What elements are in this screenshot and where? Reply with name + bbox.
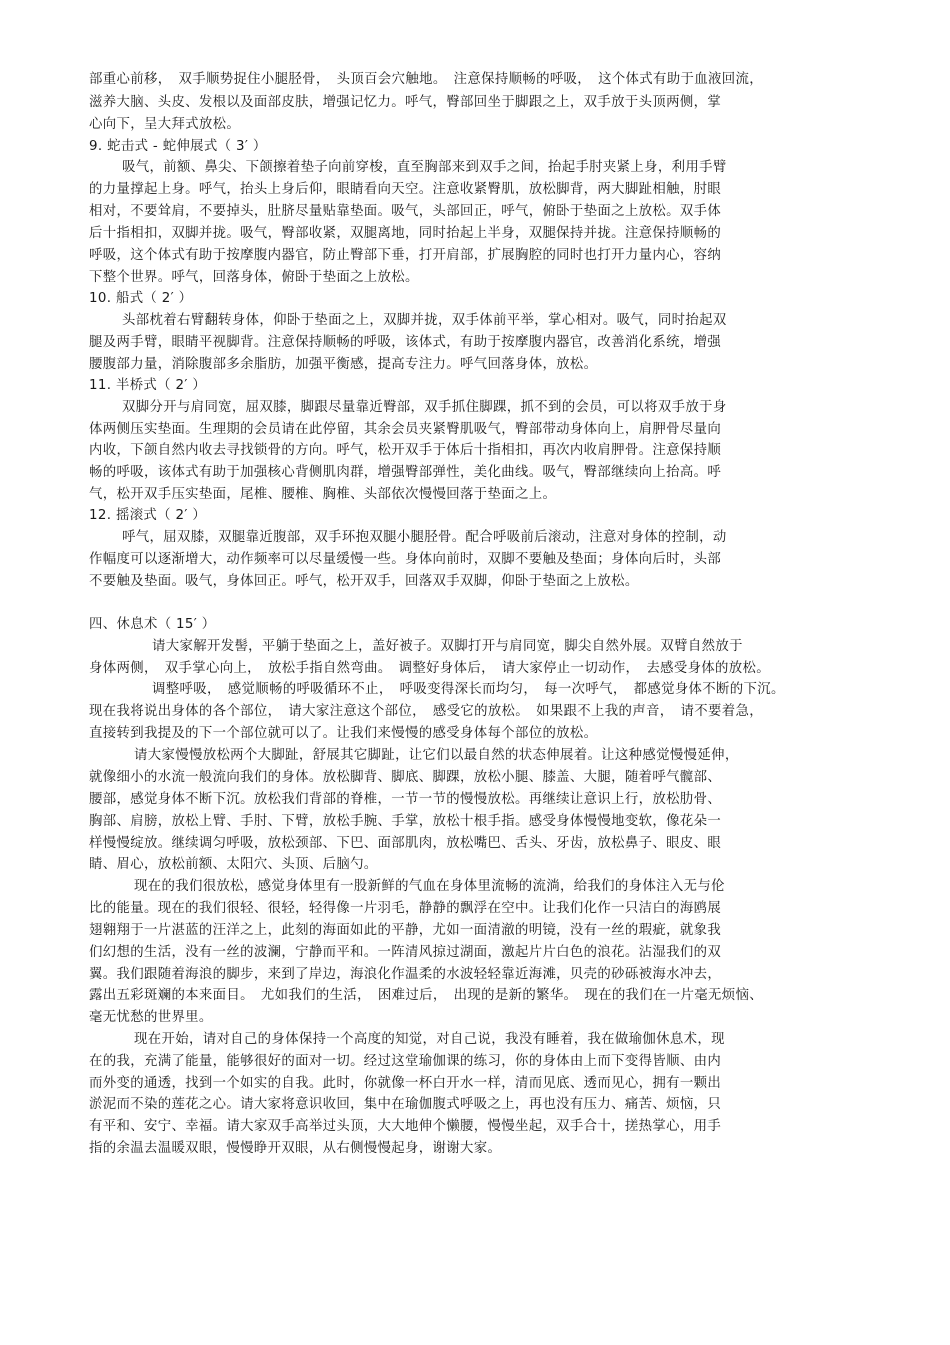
section-heading: 四、休息术（ 15′ ） xyxy=(89,617,216,632)
text-line: 请大家慢慢放松两个大脚趾，舒展其它脚趾，让它们以最自然的状态伸展着。让这种感觉慢慢延伸， xyxy=(134,748,739,763)
text-line: 请大家解开发髻，平躺于垫面之上，盖好被子。双脚打开与肩同宽，脚尖自然外展。双臂自然放于 xyxy=(152,639,743,654)
text-line: 作幅度可以逐渐增大，动作频率可以尽量缓慢一些。身体向前时，双脚不要触及垫面；身体向后时，头部 xyxy=(89,552,722,567)
text-line: 双脚分开与肩同宽，屈双膝，脚跟尽量靠近臀部，双手抓住脚踝，抓不到的会员，可以将双手放于身 xyxy=(122,400,727,415)
text-line: 直接转到我提及的下一个部位就可以了。让我们来慢慢的感受身体每个部位的放松。 xyxy=(89,726,598,741)
text-line: 有平和、安宁、幸福。请大家双手高举过头顶，大大地伸个懒腰，慢慢坐起，双手合十，搓热掌心，用手 xyxy=(89,1119,722,1134)
section-heading: 12. 摇滚式（ 2′ ） xyxy=(89,508,207,523)
text-line: 的力量撑起上身。呼气，抬头上身后仰，眼睛看向天空。注意收紧臀肌，放松脚背，两大脚趾相触，肘眼 xyxy=(89,182,722,197)
text-line: 体两侧压实垫面。生理期的会员请在此停留，其余会员夹紧臀肌吸气，臀部带动身体向上，肩胛骨尽量向 xyxy=(89,422,722,437)
section-heading: 9. 蛇击式 - 蛇伸展式（ 3′ ） xyxy=(89,139,267,154)
text-line: 滋养大脑、头皮、发根以及面部皮肤，增强记忆力。呼气，臀部回坐于脚跟之上，双手放于头顶两侧，掌 xyxy=(89,95,722,110)
text-line: 腰部，感觉身体不断下沉。放松我们背部的脊椎，一节一节的慢慢放松。再继续让意识上行，放松肋骨、 xyxy=(89,792,722,807)
text-line: 淤泥而不染的莲花之心。请大家将意识收回，集中在瑜伽腹式呼吸之上，再也没有压力、痛苦、烦恼，只 xyxy=(89,1097,722,1112)
text-line: 部重心前移， 双手顺势捉住小腿胫骨， 头顶百会穴触地。 注意保持顺畅的呼吸， 这个体式有助于血液回流， xyxy=(89,72,763,87)
text-line: 在的我，充满了能量，能够很好的面对一切。经过这堂瑜伽课的练习，你的身体由上而下变得皆顺、由内 xyxy=(89,1054,722,1069)
text-line: 身体两侧， 双手掌心向上， 放松手指自然弯曲。 调整好身体后， 请大家停止一切动作， 去感受身体的放松。 xyxy=(89,661,771,676)
text-line: 毫无忧愁的世界里。 xyxy=(89,1010,213,1025)
text-line: 现在的我们很放松，感觉身体里有一股新鲜的气血在身体里流畅的流淌，给我们的身体注入无与伦 xyxy=(134,879,725,894)
text-line: 就像细小的水流一般流向我们的身体。放松脚背、脚底、脚踝，放松小腿、膝盖、大腿，随着呼气髋部、 xyxy=(89,770,722,785)
text-line: 相对，不要耸肩，不要掉头，肚脐尽量贴靠垫面。吸气，头部回正，呼气，俯卧于垫面之上放松。双手体 xyxy=(89,204,722,219)
text-line: 下整个世界。呼气，回落身体，俯卧于垫面之上放松。 xyxy=(89,270,419,285)
text-line: 比的能量。现在的我们很轻、很轻，轻得像一片羽毛，静静的飘浮在空中。让我们化作一只洁白的海鸥展 xyxy=(89,901,722,916)
text-line: 露出五彩斑斓的本来面目。 尤如我们的生活， 困难过后， 出现的是新的繁华。 现在的我们在一片毫无烦恼、 xyxy=(89,988,763,1003)
text-line: 头部枕着右臂翻转身体，仰卧于垫面之上，双脚并拢，双手体前平举，掌心相对。吸气，同时抬起双 xyxy=(122,313,727,328)
text-line: 指的余温去温暖双眼，慢慢睁开双眼，从右侧慢慢起身，谢谢大家。 xyxy=(89,1141,502,1156)
text-line: 呼吸，这个体式有助于按摩腹内器官，防止臀部下垂，打开肩部，扩展胸腔的同时也打开力量内心，容纳 xyxy=(89,248,722,263)
text-line: 们幻想的生活，没有一丝的波澜，宁静而平和。一阵清风掠过湖面，激起片片白色的浪花。沾湿我们的双 xyxy=(89,945,722,960)
text-line: 胸部、肩膀，放松上臂、手肘、下臂，放松手腕、手掌，放松十根手指。感受身体慢慢地变软，像花朵一 xyxy=(89,814,722,829)
text-line: 畅的呼吸，该体式有助于加强核心背侧肌肉群，增强臀部弹性，美化曲线。吸气，臀部继续向上抬高。呼 xyxy=(89,465,722,480)
text-line: 不要触及垫面。吸气，身体回正。呼气，松开双手，回落双手双脚，仰卧于垫面之上放松。 xyxy=(89,574,639,589)
text-line: 而外变的通透，找到一个如实的自我。此时，你就像一杯白开水一样，清而见底、透而见心，拥有一颗出 xyxy=(89,1076,722,1091)
text-line: 现在开始，请对自己的身体保持一个高度的知觉，对自己说，我没有睡着，我在做瑜伽休息术，现 xyxy=(134,1032,725,1047)
text-line: 气，松开双手压实垫面，尾椎、腰椎、胸椎、头部依次慢慢回落于垫面之上。 xyxy=(89,487,557,502)
text-line: 呼气，屈双膝，双腿靠近腹部，双手环抱双腿小腿胫骨。配合呼吸前后滚动，注意对身体的控制，动 xyxy=(122,530,727,545)
text-line: 现在我将说出身体的各个部位， 请大家注意这个部位， 感受它的放松。 如果跟不上我的声音， 请不要着急， xyxy=(89,704,763,719)
text-line: 腿及两手臂，眼睛平视脚背。注意保持顺畅的呼吸，该体式，有助于按摩腹内器官，改善消化系统，增强 xyxy=(89,335,722,350)
text-line: 心向下，呈大拜式放松。 xyxy=(89,117,241,132)
text-line: 调整呼吸， 感觉顺畅的呼吸循环不止， 呼吸变得深长而均匀， 每一次呼气， 都感觉身体不断的下沉。 xyxy=(152,682,785,697)
text-line: 吸气，前额、鼻尖、下颌擦着垫子向前穿梭，直至胸部来到双手之间，抬起手肘夹紧上身，利用手臂 xyxy=(122,160,727,175)
text-line: 翅翱翔于一片湛蓝的汪洋之上，此刻的海面如此的平静，尤如一面清澈的明镜，没有一丝的瑕疵，就象我 xyxy=(89,923,722,938)
section-heading: 11. 半桥式（ 2′ ） xyxy=(89,378,207,393)
text-line: 后十指相扣，双脚并拢。吸气，臀部收紧，双腿离地，同时抬起上半身，双腿保持并拢。注意保持顺畅的 xyxy=(89,226,722,241)
text-line: 腰腹部力量，消除腹部多余脂肪，加强平衡感，提高专注力。呼气回落身体，放松。 xyxy=(89,357,598,372)
text-line: 内收，下颌自然内收去寻找锁骨的方向。呼气，松开双手于体后十指相扣，再次内收肩胛骨。注意保持顺 xyxy=(89,443,722,458)
section-heading: 10. 船式（ 2′ ） xyxy=(89,291,193,306)
text-line: 翼。我们跟随着海浪的脚步，来到了岸边，海浪化作温柔的水波轻轻靠近海滩，贝壳的砂砾被海水冲去， xyxy=(89,967,722,982)
text-line: 睛、眉心，放松前额、太阳穴、头顶、后脑勺。 xyxy=(89,857,378,872)
text-line: 样慢慢绽放。继续调匀呼吸，放松颈部、下巴、面部肌肉，放松嘴巴、舌头、牙齿，放松鼻子、眼皮、眼 xyxy=(89,836,722,851)
